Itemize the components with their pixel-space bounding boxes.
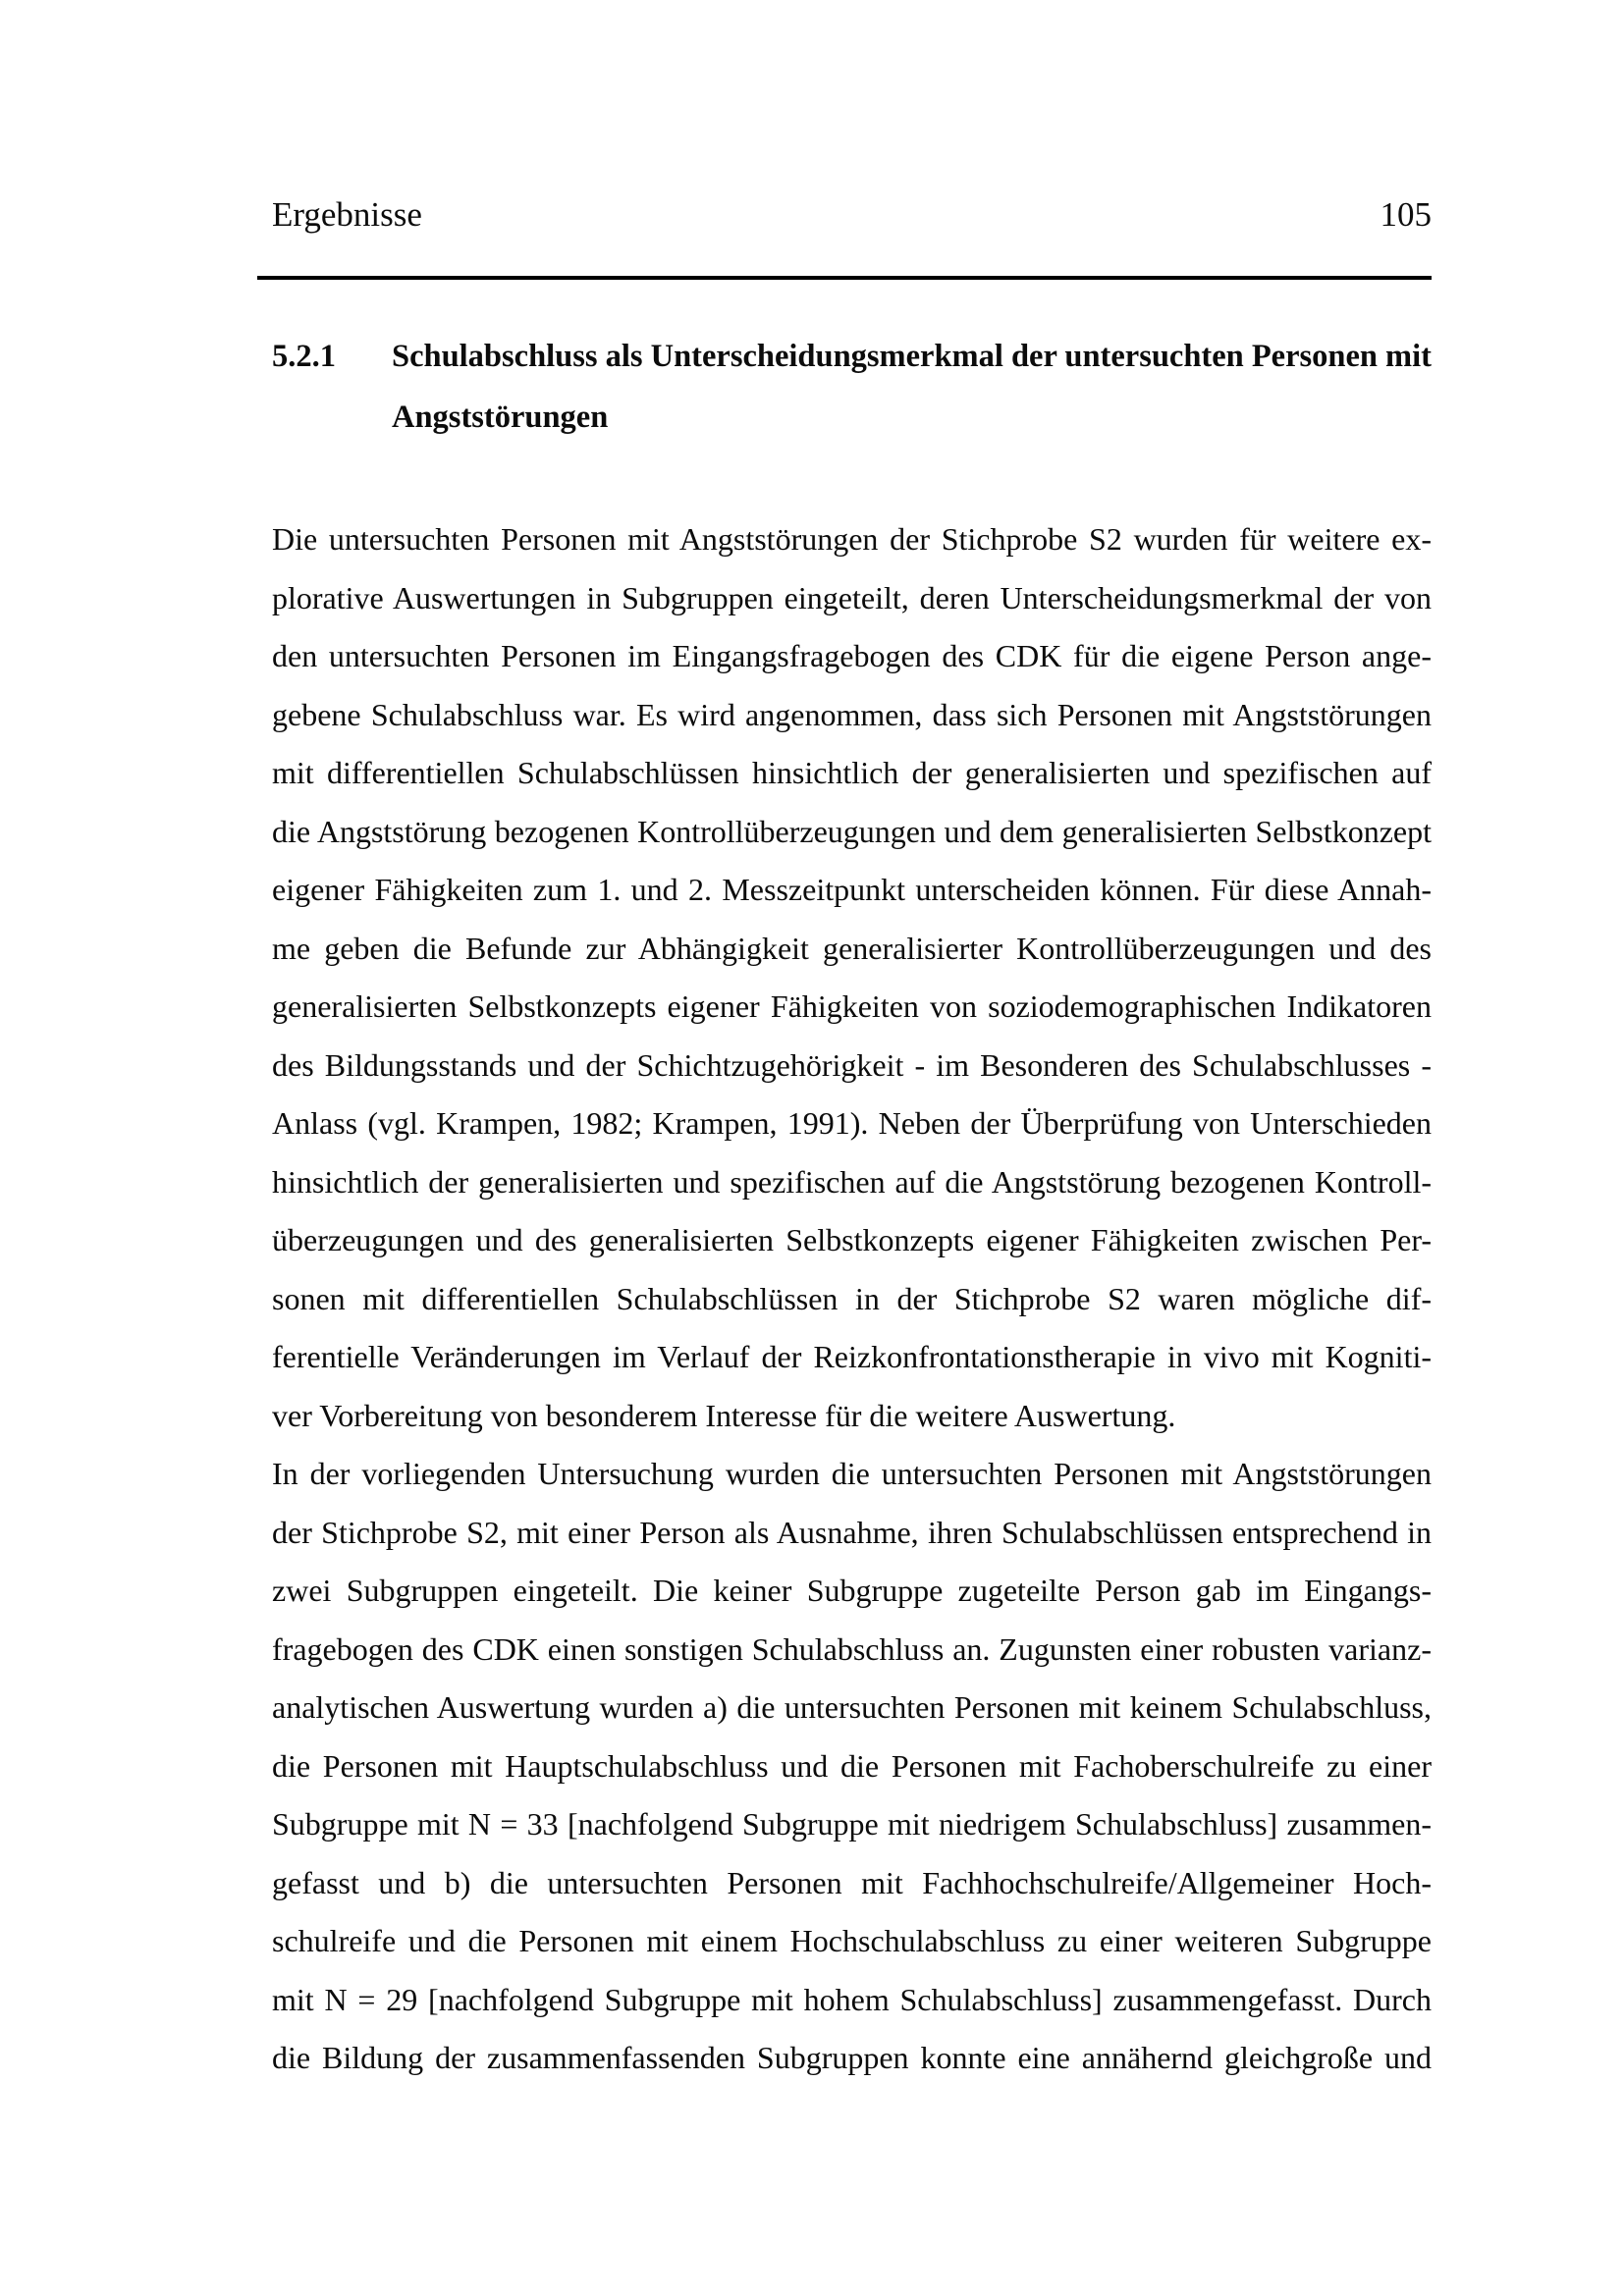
text-line-27: die Bildung der zusammenfassenden Subgruppen konnte eine annähernd gleichgroße und (272, 2040, 1432, 2075)
text-line-11: Anlass (vgl. Krampen, 1982; Krampen, 1991). Neben der Überprüfung von Unterschieden (272, 1105, 1432, 1141)
heading-number: 5.2.1 (272, 339, 336, 374)
page-number: 105 (1380, 195, 1432, 234)
text-line-2: plorative Auswertungen in Subgruppen eingeteilt, deren Unterscheidungsmerkmal der von (272, 579, 1432, 615)
text-line-16: ver Vorbereitung von besonderem Interesse für die weitere Auswertung. (272, 1397, 1176, 1433)
text-line-7: eigener Fähigkeiten zum 1. und 2. Messzeitpunkt unterscheiden können. Für diese Annah- (272, 872, 1432, 907)
text-line-22: die Personen mit Hauptschulabschluss und die Personen mit Fachoberschulreife zu einer (272, 1747, 1432, 1784)
text-line-12: hinsichtlich der generalisierten und spezifischen auf die Angststörung bezogenen Kontroll- (272, 1163, 1432, 1200)
text-line-3: den untersuchten Personen im Eingangsfragebogen des CDK für die eigene Person ange- (272, 638, 1432, 673)
text-line-14: sonen mit differentiellen Schulabschlüssen in der Stichprobe S2 waren mögliche dif- (272, 1280, 1432, 1316)
text-line-1: Die untersuchten Personen mit Angststörungen der Stichprobe S2 wurden für weitere ex- (272, 521, 1432, 557)
text-line-15: ferentielle Veränderungen im Verlauf der Reizkonfrontationstherapie in vivo mit Kogniti- (272, 1339, 1432, 1374)
text-line-25: schulreife und die Personen mit einem Hochschulabschluss zu einer weiteren Subgruppe (272, 1923, 1432, 1958)
text-line-19: zwei Subgruppen eingeteilt. Die keiner Subgruppe zugeteilte Person gab im Eingangs- (272, 1573, 1432, 1608)
text-line-4: gebene Schulabschluss war. Es wird angenommen, dass sich Personen mit Angststörungen (272, 696, 1432, 732)
page-header (272, 193, 1432, 237)
text-line-13: überzeugungen und des generalisierten Selbstkonzepts eigener Fähigkeiten zwischen Per- (272, 1222, 1432, 1257)
text-line-23: Subgruppe mit N = 33 [nachfolgend Subgruppe mit niedrigem Schulabschluss] zusammen- (272, 1806, 1432, 1842)
body-text (272, 510, 1432, 2088)
text-line-20: fragebogen des CDK einen sonstigen Schulabschluss an. Zugunsten einer robusten varianz- (272, 1630, 1432, 1667)
text-line-21: analytischen Auswertung wurden a) die untersuchten Personen mit keinem Schulabschluss, (272, 1689, 1432, 1725)
heading-line-2: Angststörungen (392, 400, 609, 435)
text-line-10: des Bildungsstands und der Schichtzugehörigkeit - im Besonderen des Schulabschlusses - (272, 1046, 1432, 1083)
text-line-18: der Stichprobe S2, mit einer Person als Ausnahme, ihren Schulabschlüssen entsprechend in (272, 1514, 1432, 1550)
text-line-26: mit N = 29 [nachfolgend Subgruppe mit hohem Schulabschluss] zusammengefasst. Durch (272, 1981, 1432, 2017)
text-line-6: die Angststörung bezogenen Kontrollüberzeugungen und dem generalisierten Selbstkonzept (272, 813, 1432, 849)
text-line-9: generalisierten Selbstkonzepts eigener Fähigkeiten von soziodemographischen Indikatoren (272, 988, 1432, 1024)
running-head-section: Ergebnisse (272, 195, 422, 234)
text-line-24: gefasst und b) die untersuchten Personen mit Fachhochschulreife/Allgemeiner Hoch- (272, 1864, 1432, 1900)
heading-line-1: Schulabschluss als Unterscheidungsmerkmal der untersuchten Personen mit (392, 339, 1432, 374)
text-line-17: In der vorliegenden Untersuchung wurden die untersuchten Personen mit Angststörungen (272, 1456, 1432, 1491)
section-heading (272, 326, 1432, 448)
header-rule (257, 276, 1432, 280)
text-line-5: mit differentiellen Schulabschlüssen hinsichtlich der generalisierten und spezifischen auf (272, 755, 1432, 790)
text-line-8: me geben die Befunde zur Abhängigkeit generalisierter Kontrollüberzeugungen und des (272, 930, 1432, 966)
